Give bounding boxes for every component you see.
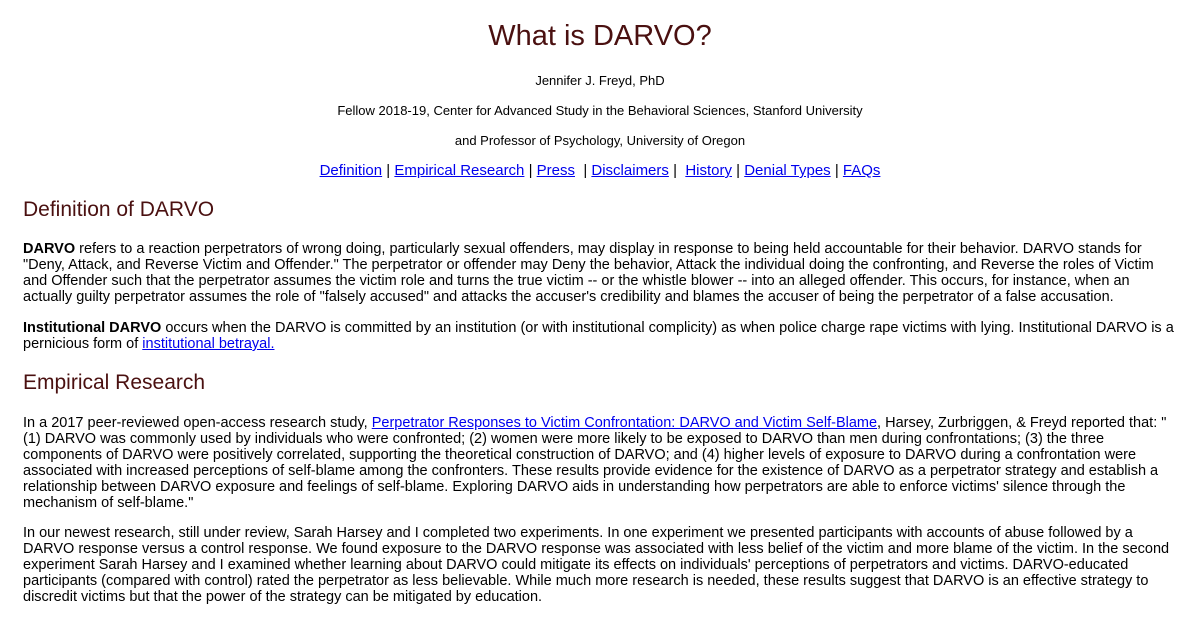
nav-separator: | xyxy=(731,162,745,179)
author-professorship: and Professor of Psychology, University of Oregon xyxy=(454,133,746,148)
institutional-darvo-text: occurs when the DARVO is committed by an institution (or with institutional complicity) as when police charge rape victims with lying. Institutional DARVO is a pernicious form of xyxy=(23,320,1174,352)
nav-link-definition[interactable]: Definition xyxy=(319,162,383,179)
study-findings-text: , Harsey, Zurbriggen, & Freyd reported that: "(1) DARVO was commonly used by individuals who were confronted; (2) women were more likely to be exposed to DARVO than men during confrontations; (3) the three components of DARVO were positively correlated, supporting the theoretical construction of DARVO; and (4) higher levels of exposure to DARVO during a confrontation were associated with increased perceptions of self-blame among the confronters. These results provide evidence for the existence of DARVO as a perpetrator strategy and establish a relationship between DARVO exposure and feelings of self-blame. Exploring DARVO aids in understanding how perpetrators are able to enforce victims' silence through the mechanism of self-blame." xyxy=(23,415,1167,511)
nav-link-history[interactable]: History xyxy=(685,162,732,179)
definition-text: refers to a reaction perpetrators of wrong doing, particularly sexual offenders, may display in response to being held accountable for their behavior. DARVO stands for "Deny, Attack, and Reverse Victim and Offender." The perpetrator or offender may Deny the behavior, Attack the individual doing the confronting, and Reverse the roles of Victim and Offender such that the perpetrator assumes the victim role and turns the true victim -- or the whistle blower -- into an alleged offender. This occurs, for instance, when an actually guilty perpetrator assumes the role of "falsely accused" and attacks the accuser's credibility and blames the accuser of being the perpetrator of a false accusation. xyxy=(23,241,1154,305)
author-fellowship: Fellow 2018-19, Center for Advanced Study in the Behavioral Sciences, Stanford University xyxy=(337,103,863,118)
study-paper-link[interactable]: Perpetrator Responses to Victim Confrontation: DARVO and Victim Self-Blame xyxy=(371,415,878,431)
nav-link-disclaimers[interactable]: Disclaimers xyxy=(591,162,669,179)
institutional-betrayal-link[interactable]: institutional betrayal. xyxy=(142,336,275,352)
page-title: What is DARVO? xyxy=(488,20,712,52)
institutional-darvo-paragraph xyxy=(23,320,1178,352)
definition-heading: Definition of DARVO xyxy=(23,198,215,221)
author-name: Jennifer J. Freyd, PhD xyxy=(535,73,665,88)
nav-separator: | xyxy=(830,162,843,179)
new-research-paragraph: In our newest research, still under review, Sarah Harsey and I completed two experiments. In one experiment we presented participants with accounts of abuse followed by a DARVO response versus a control response. We found exposure to the DARVO response was associated with less belief of the victim and more blame of the victim. In the second experiment Sarah Harsey and I examined whether learning about DARVO could mitigate its effects on individuals' perceptions of perpetrators and victims. DARVO-educated participants (compared with control) rated the perpetrator as less believable. While much more research is needed, these results suggest that DARVO is an effective strategy to discredit victims but that the power of the strategy can be mitigated by education. xyxy=(23,525,1170,605)
study-paragraph xyxy=(23,415,1178,511)
definition-paragraph xyxy=(23,241,1178,305)
institutional-darvo-term: Institutional DARVO xyxy=(23,320,162,336)
nav-bar xyxy=(0,162,1200,180)
nav-separator: | xyxy=(382,162,395,179)
nav-separator: | xyxy=(524,162,537,179)
nav-separator: | xyxy=(668,162,686,179)
nav-link-empirical-research[interactable]: Empirical Research xyxy=(394,162,525,179)
study-intro-text: In a 2017 peer-reviewed open-access research study, xyxy=(23,415,372,431)
nav-separator: | xyxy=(574,162,592,179)
nav-link-faqs[interactable]: FAQs xyxy=(842,162,881,179)
darvo-term: DARVO xyxy=(23,241,76,257)
empirical-research-heading: Empirical Research xyxy=(23,371,206,394)
nav-link-denial-types[interactable]: Denial Types xyxy=(744,162,831,179)
nav-link-press[interactable]: Press xyxy=(536,162,575,179)
